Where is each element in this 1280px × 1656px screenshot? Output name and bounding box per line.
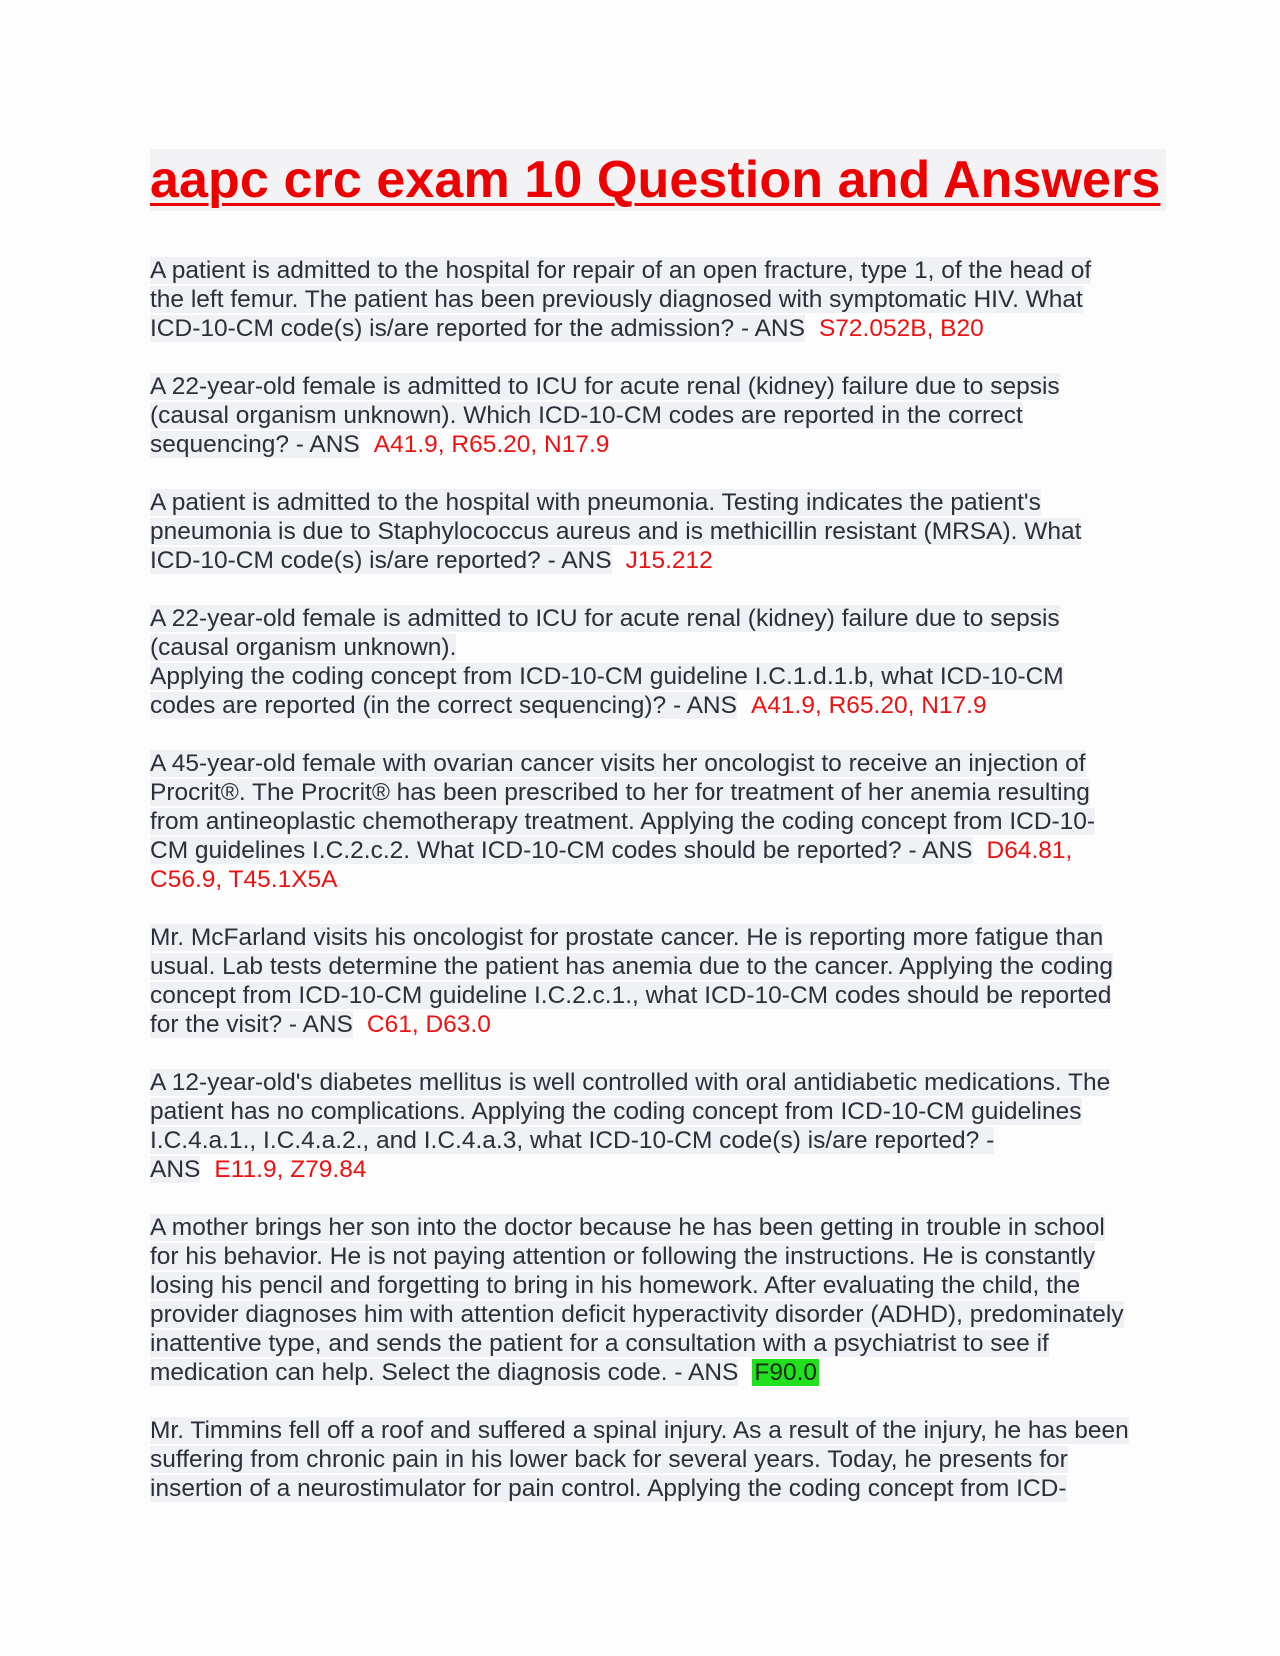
ans-prefix: - ANS: [547, 547, 612, 574]
ans-prefix: - ANS: [674, 1359, 739, 1386]
qa-item-4: [150, 604, 1130, 720]
qa-item-8: [150, 1213, 1130, 1387]
answer-code: C61, D63.0: [366, 1011, 491, 1038]
ans-prefix: - ANS: [295, 431, 360, 458]
ans-prefix: - ANS: [288, 1011, 353, 1038]
question-text: A 12-year-old's diabetes mellitus is well controlled with oral antidiabetic medications. The patient has no complications. Applying the coding concept from ICD-10-CM guidelines I.C.4.a.1., I.C.4.a.2., and I.C.4.a.3, what ICD-10-CM code(s) is/are reported?: [150, 1069, 1111, 1154]
qa-item-7: [150, 1068, 1130, 1184]
answer-code: D64.81, C56.9, T45.1X5A: [150, 837, 1073, 893]
ans-prefix: - ANS: [740, 315, 805, 342]
document-page: [150, 150, 1161, 1532]
question-text: A 45-year-old female with ovarian cancer visits her oncologist to receive an injection of Procrit®. The Procrit® has been prescribed to her for treatment of her anemia resulting from antineoplastic chemotherapy treatment. Applying the coding concept from ICD-10-CM guidelines I.C.2.c.2. What ICD-10-CM codes should be reported?: [150, 750, 1096, 864]
document-title: aapc crc exam 10 Question and Answers: [150, 149, 1166, 211]
qa-item-1: [150, 256, 1130, 343]
qa-item-3: [150, 488, 1130, 575]
answer-code-highlighted: F90.0: [754, 1359, 818, 1386]
question-text: Mr. Timmins fell off a roof and suffered a spinal injury. As a result of the injury, he has been suffering from chronic pain in his lower back for several years. Today, he presents for insertion of a neurostimulator for pain control. Applying the coding concept from ICD-: [150, 1417, 1129, 1502]
qa-item-2: [150, 372, 1130, 459]
title-wrap: [150, 150, 1161, 210]
answer-code: E11.9, Z79.84: [214, 1156, 367, 1183]
answer-code: A41.9, R65.20, N17.9: [373, 431, 610, 458]
question-text: A patient is admitted to the hospital for repair of an open fracture, type 1, of the head of the left femur. The patient has been previously diagnosed with symptomatic HIV. What ICD-10-CM code(s) is/are reported for the admission?: [150, 257, 1092, 342]
ans-prefix: - ANS: [908, 837, 973, 864]
question-text: Mr. McFarland visits his oncologist for prostate cancer. He is reporting more fatigue than usual. Lab tests determine the patient has anemia due to the cancer. Applying the coding concept from ICD-10-CM guideline I.C.2.c.1., what ICD-10-CM codes should be reported for the visit?: [150, 924, 1113, 1038]
answer-code: A41.9, R65.20, N17.9: [750, 692, 987, 719]
ans-prefix: - ANS: [150, 1127, 995, 1183]
qa-item-6: [150, 923, 1130, 1039]
question-text: A patient is admitted to the hospital with pneumonia. Testing indicates the patient's pneumonia is due to Staphylococcus aureus and is methicillin resistant (MRSA). What ICD-10-CM code(s) is/are reported?: [150, 489, 1082, 574]
question-text-line1: A 22-year-old female is admitted to ICU for acute renal (kidney) failure due to sepsis (causal organism unknown).: [150, 605, 1060, 661]
question-text: A 22-year-old female is admitted to ICU for acute renal (kidney) failure due to sepsis (causal organism unknown). Which ICD-10-CM codes are reported in the correct sequencing?: [150, 373, 1060, 458]
qa-item-9: [150, 1416, 1130, 1503]
answer-code: J15.212: [625, 547, 713, 574]
ans-prefix: - ANS: [672, 692, 737, 719]
question-text: A mother brings her son into the doctor because he has been getting in trouble in school for his behavior. He is not paying attention or following the instructions. He is constantly losing his pencil and forgetting to bring in his homework. After evaluating the child, the provider diagnoses him with attention deficit hyperactivity disorder (ADHD), predominately inattentive type, and sends the patient for a consultation with a psychiatrist to see if medication can help. Select the diagnosis code.: [150, 1214, 1124, 1386]
question-text: Applying the coding concept from ICD-10-CM guideline I.C.1.d.1.b, what ICD-10-CM codes are reported (in the correct sequencing)?: [150, 663, 1064, 719]
answer-code: S72.052B, B20: [818, 315, 984, 342]
qa-item-5: [150, 749, 1130, 894]
